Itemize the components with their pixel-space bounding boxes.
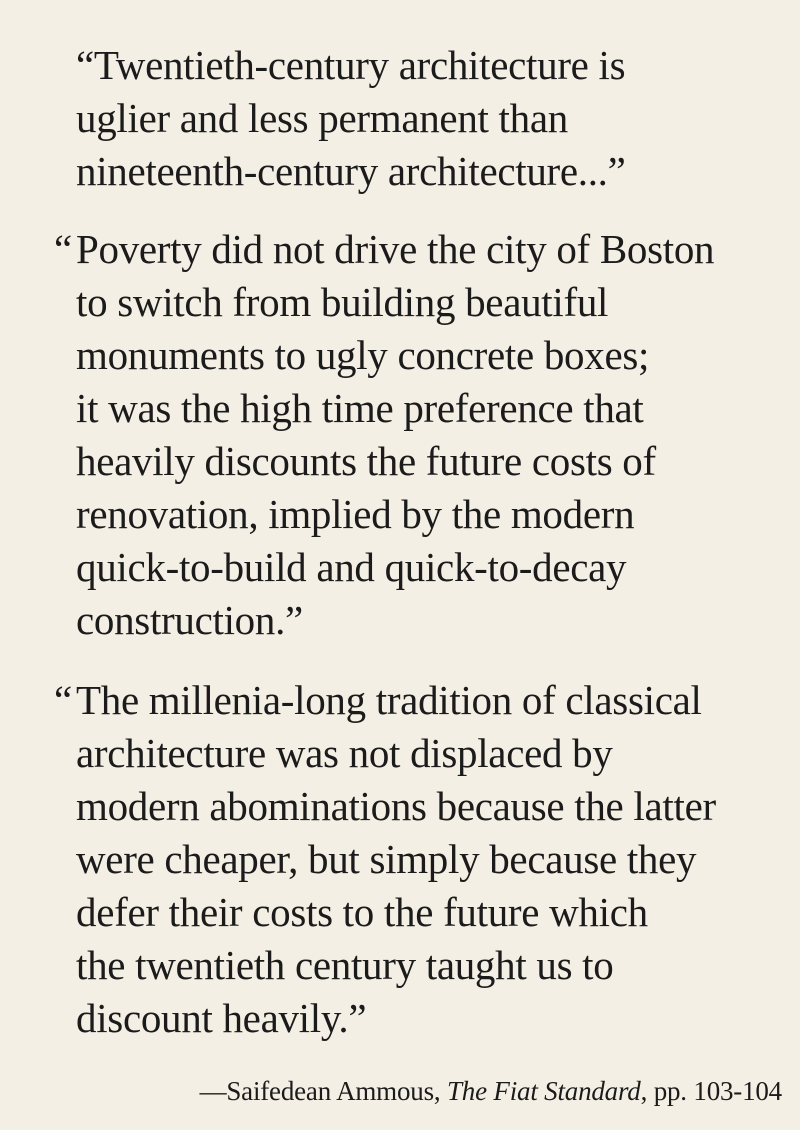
- quote-line: architecture was not displaced by: [76, 730, 613, 776]
- attribution: [200, 1074, 782, 1108]
- book-title: The Fiat Standard: [446, 1076, 641, 1106]
- quote-line: the twentieth century taught us to: [76, 942, 614, 988]
- attribution-author: —Saifedean Ammous,: [199, 1076, 447, 1106]
- quote-line: uglier and less permanent than: [76, 95, 568, 141]
- quote-line: construction.”: [76, 597, 303, 643]
- quote-line: quick-to-build and quick-to-decay: [76, 544, 627, 590]
- attribution-pages: , pp. 103-104: [640, 1076, 782, 1106]
- quote-3: [54, 674, 716, 1045]
- quote-line: renovation, implied by the modern: [76, 491, 635, 537]
- opening-quote-mark: “: [54, 226, 72, 272]
- quote-line: were cheaper, but simply because they: [76, 836, 697, 882]
- quote-line: The millenia-long tradition of classical: [76, 677, 702, 723]
- quote-line: discount heavily.”: [76, 995, 367, 1041]
- quote-line: monuments to ugly concrete boxes;: [76, 332, 650, 378]
- quote-line: heavily discounts the future costs of: [76, 438, 656, 484]
- quote-line: modern abominations because the latter: [76, 783, 716, 829]
- quote-line: “Twentieth-century architecture is: [76, 42, 626, 88]
- opening-quote-mark: “: [54, 677, 72, 723]
- quote-line: Poverty did not drive the city of Boston: [76, 226, 715, 272]
- quote-line: to switch from building beautiful: [76, 279, 609, 325]
- quote-line: it was the high time preference that: [76, 385, 644, 431]
- quote-line: defer their costs to the future which: [76, 889, 648, 935]
- quote-2: [54, 223, 715, 647]
- quote-line: nineteenth-century architecture...”: [76, 148, 626, 194]
- quote-1: [76, 39, 626, 198]
